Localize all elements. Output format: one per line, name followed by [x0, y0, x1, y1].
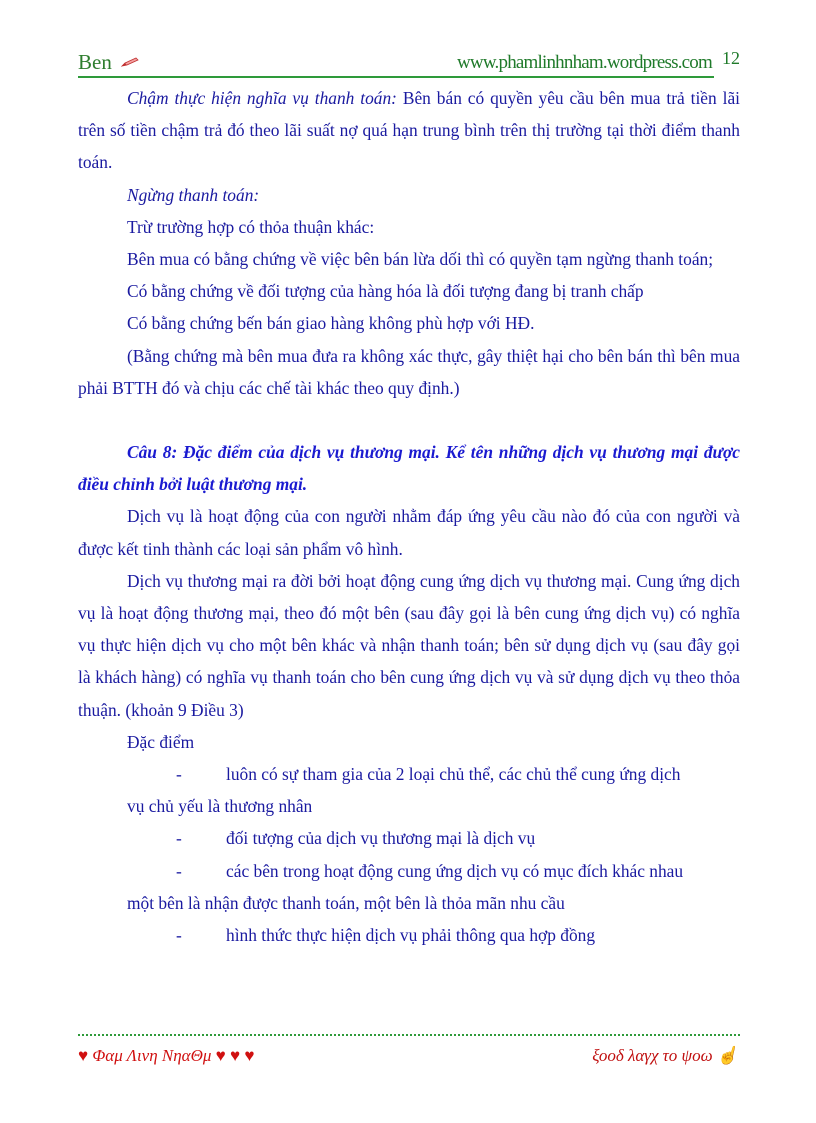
header-rule: [78, 76, 714, 78]
paragraph-unless-agreed: Trừ trường hợp có thỏa thuận khác:: [127, 216, 375, 237]
header-left: [78, 50, 139, 75]
footer-left: ♥ Φαμ Λινη ΝηαΘμ ♥ ♥ ♥: [78, 1046, 255, 1065]
paragraph-commercial-service: Dịch vụ thương mại ra đời bởi hoạt động cung ứng dịch vụ thương mại. Cung ứng dịch vụ là hoạt động thương mại, theo đó một bên (sau đây gọi là bên cung ứng dịch vụ) có nghĩa vụ thực hiện dịch vụ cho một bên khác và nhận thanh toán; bên sử dụng dịch vụ (sau đây gọi là khách hàng) có nghĩa vụ thanh toán cho bên cung ứng dịch vụ và sử dụng dịch vụ theo thỏa thuận. (khoản 9 Điều 3): [78, 570, 740, 720]
footer-rule: [78, 1034, 740, 1036]
list-item-continuation: vụ chủ yếu là thương nhân: [127, 796, 313, 817]
list-item-text: các bên trong hoạt động cung ứng dịch vụ có mục đích khác nhau: [226, 860, 684, 881]
paragraph-service-definition: Dịch vụ là hoạt động của con người nhằm đáp ứng yêu cầu nào đó của con người và được kết tinh thành các loại sản phẩm vô hình.: [78, 506, 740, 559]
list-item-text: đối tượng của dịch vụ thương mại là dịch vụ: [226, 828, 536, 849]
list-dash: -: [176, 925, 182, 946]
list-dash: -: [176, 828, 182, 849]
paragraph-late-payment: [78, 82, 740, 179]
paragraph-dispute-evidence: Có bằng chứng về đối tượng của hàng hóa là đối tượng đang bị tranh chấp: [127, 281, 644, 302]
list-item: [78, 919, 740, 951]
paragraph-nonconforming-evidence: Có bằng chứng bến bán giao hàng không phù hợp với HĐ.: [127, 313, 535, 334]
list-item: [78, 855, 740, 887]
pencil-icon: [121, 57, 139, 67]
paragraph-characteristics: Đặc điểm: [127, 731, 195, 752]
section-heading: Câu 8: Đặc điểm của dịch vụ thương mại. Kể tên những dịch vụ thương mại được điều chỉnh bởi luật thương mại.: [78, 442, 740, 495]
header-site: www.phamlinhnham.wordpress.com: [457, 52, 712, 73]
page-number: 12: [722, 48, 740, 68]
list-dash: -: [176, 860, 182, 881]
late-payment-label: Chậm thực hiện nghĩa vụ thanh toán:: [127, 88, 397, 108]
paragraph-fraud-evidence: Bên mua có bằng chứng về việc bên bán lừa dối thì có quyền tạm ngừng thanh toán;: [127, 249, 714, 270]
header-author: Ben: [78, 50, 112, 74]
list-item: [78, 758, 740, 790]
list-dash: -: [176, 764, 182, 785]
list-item-continuation: một bên là nhận được thanh toán, một bên là thỏa mãn nhu cầu: [127, 892, 565, 913]
list-item-text: hình thức thực hiện dịch vụ phải thông qua hợp đồng: [226, 925, 596, 946]
footer-right: ξοοδ λαγχ το ψοω ☝: [592, 1046, 738, 1065]
paragraph-stop-payment: Ngừng thanh toán:: [127, 184, 260, 205]
late-payment-text: Bên bán có quyền yêu cầu bên mua trả tiền lãi trên số tiền chậm trả đó theo lãi suất nợ quá hạn trung bình trên thị trường tại thời điểm thanh toán.: [78, 88, 740, 173]
list-item: [78, 822, 740, 854]
paragraph-false-evidence: (Bằng chứng mà bên mua đưa ra không xác thực, gây thiệt hại cho bên bán thì bên mua phải BTTH đó và chịu các chế tài khác theo quy định.): [78, 345, 740, 398]
document-body: [78, 82, 740, 951]
list-item-text: luôn có sự tham gia của 2 loại chủ thể, các chủ thể cung ứng dịch: [226, 764, 681, 785]
page-header: [78, 50, 740, 78]
